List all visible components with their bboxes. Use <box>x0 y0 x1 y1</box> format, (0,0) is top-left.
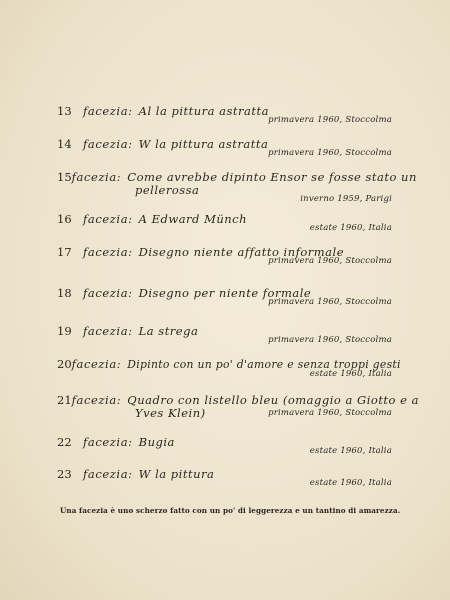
entry-number: 21 <box>57 393 72 407</box>
entry-title: Dipinto con un po' d'amore e senza troppi gesti <box>127 358 401 371</box>
entry-keyword: facezia: <box>83 137 133 151</box>
entry-number: 22 <box>57 435 72 449</box>
entry-number: 18 <box>57 286 72 300</box>
entry-date: primavera 1960, Stoccolma <box>268 335 392 345</box>
entry-keyword: facezia: <box>83 286 133 300</box>
entry-number: 19 <box>57 324 72 338</box>
entry-title: Al la pittura astratta <box>138 104 269 118</box>
entry-keyword: facezia: <box>71 170 122 184</box>
list-item <box>57 286 392 308</box>
entry-title: Come avrebbe dipinto Ensor se fosse stato un <box>127 170 417 184</box>
entry-keyword: facezia: <box>83 104 133 118</box>
entry-keyword: facezia: <box>83 435 133 449</box>
entry-number: 14 <box>57 137 72 151</box>
entry-date: primavera 1960, Stoccolma <box>268 297 392 307</box>
entry-date: estate 1960, Italia <box>309 446 392 456</box>
entry-number: 20 <box>57 357 72 371</box>
list-item <box>57 212 392 234</box>
list-item <box>57 393 419 420</box>
list-item <box>57 245 392 267</box>
entry-date: inverno 1959, Parigi <box>300 194 392 204</box>
entry-title: Quadro con listello bleu (omaggio a Giotto e a <box>127 393 419 407</box>
list-item <box>57 104 392 126</box>
list-item <box>57 357 401 380</box>
entry-title: A Edward Münch <box>138 212 248 226</box>
entry-keyword: facezia: <box>83 245 133 259</box>
entry-date: estate 1960, Italia <box>309 223 392 233</box>
entry-keyword: facezia: <box>71 357 122 371</box>
entry-title: La strega <box>138 324 199 338</box>
list-item <box>57 435 392 457</box>
entry-keyword: facezia: <box>83 467 133 481</box>
entry-title-continuation: pellerossa <box>135 183 200 197</box>
entry-number: 13 <box>57 104 72 118</box>
entry-number: 16 <box>57 212 72 226</box>
entry-number: 17 <box>57 245 72 259</box>
list-item <box>57 467 392 489</box>
entry-title-continuation: Yves Klein) <box>135 406 206 420</box>
entry-keyword: facezia: <box>71 393 122 407</box>
entry-number: 15 <box>57 170 72 184</box>
entry-date: primavera 1960, Stoccolma <box>268 408 392 418</box>
entry-date: estate 1960, Italia <box>309 478 392 488</box>
entry-date: primavera 1960, Stoccolma <box>268 115 392 125</box>
entry-title: Disegno niente affatto informale <box>138 245 345 259</box>
entry-number: 23 <box>57 467 72 481</box>
list-item <box>57 137 392 159</box>
entry-title: Bugia <box>138 435 175 449</box>
list-item <box>57 324 392 346</box>
entry-keyword: facezia: <box>83 324 133 338</box>
footnote: Una facezia è uno scherzo fatto con un po' di leggerezza e un tantino di amarezza. <box>60 506 401 515</box>
entry-title: W la pittura astratta <box>138 137 269 151</box>
entry-date: primavera 1960, Stoccolma <box>268 148 392 158</box>
entry-keyword: facezia: <box>83 212 133 226</box>
entry-date: estate 1960, Italia <box>309 369 392 379</box>
entry-date: primavera 1960, Stoccolma <box>268 256 392 266</box>
entry-title: Disegno per niente formale <box>138 286 312 300</box>
list-item <box>57 170 417 205</box>
entry-title: W la pittura <box>138 467 215 481</box>
